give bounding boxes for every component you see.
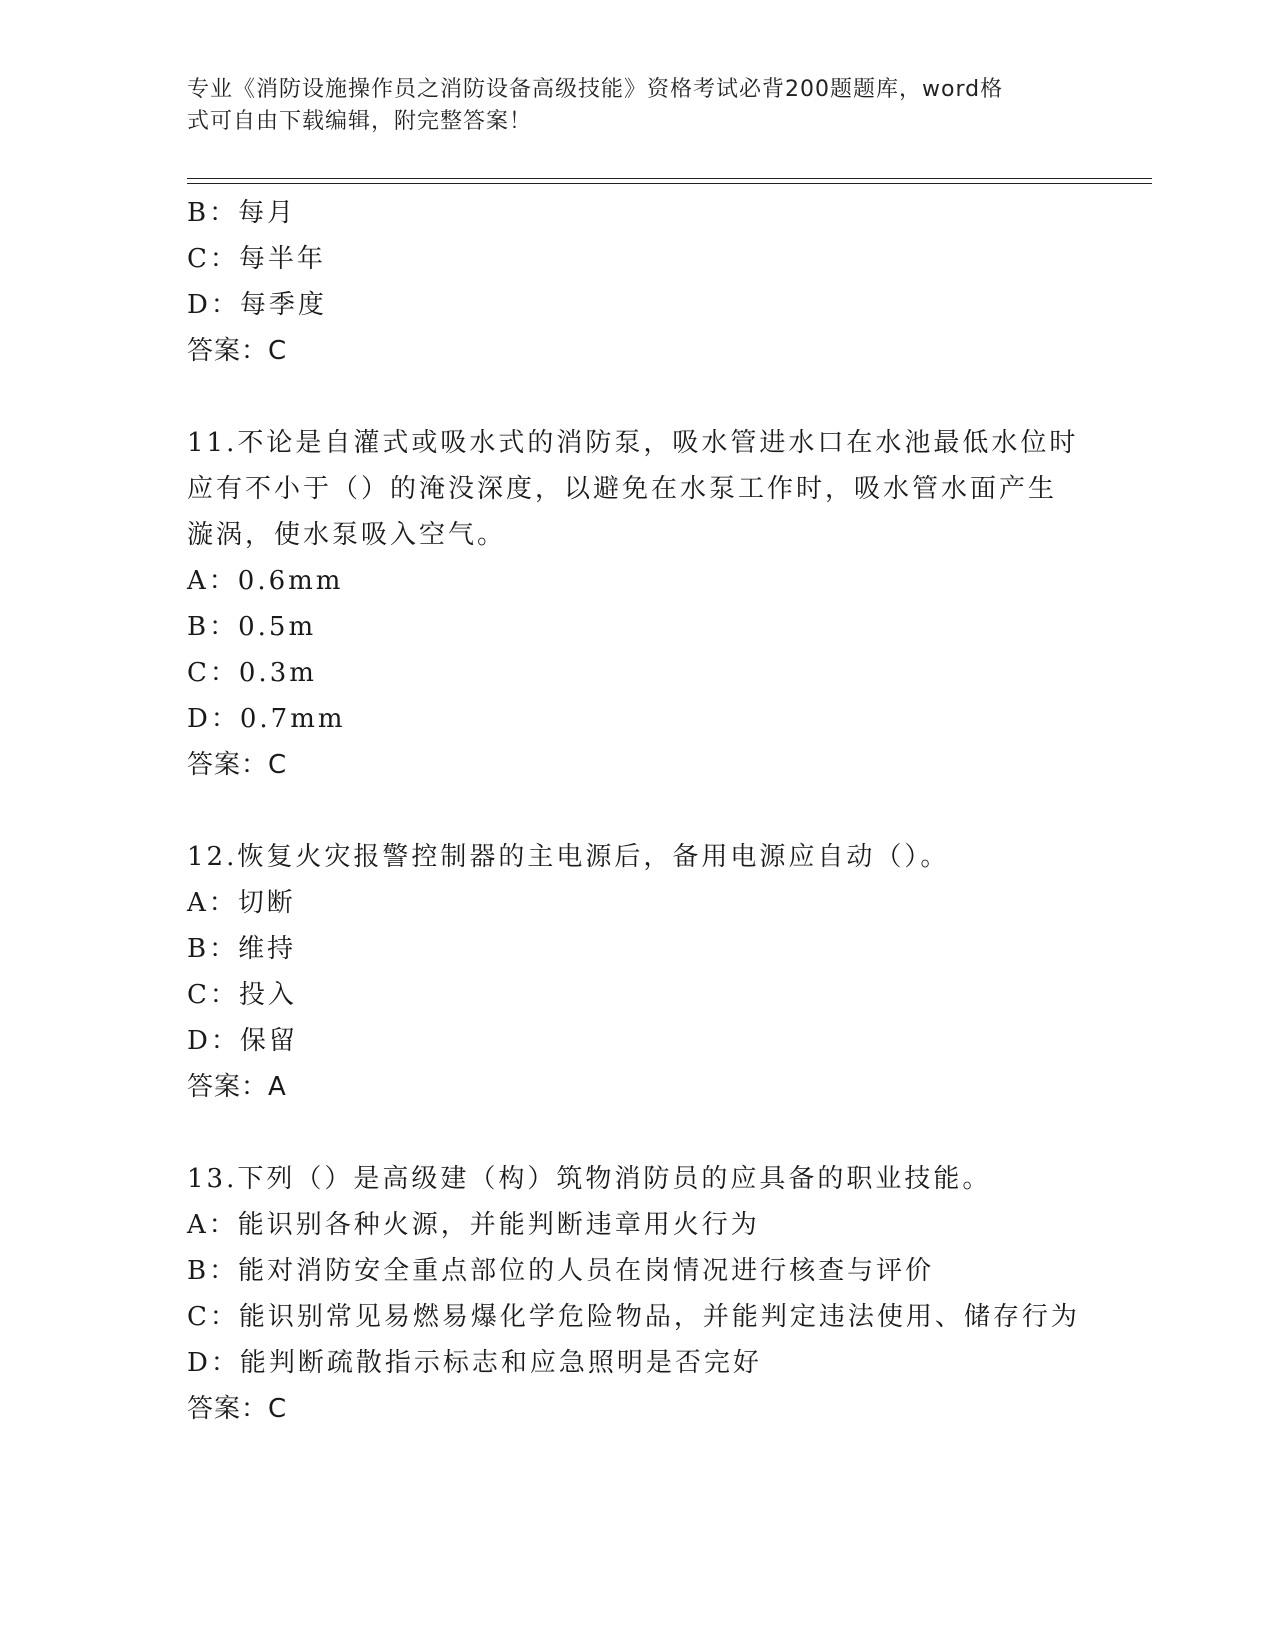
- option-d: D：能判断疏散指示标志和应急照明是否完好: [187, 1348, 762, 1378]
- option-a: A：能识别各种火源，并能判断违章用火行为: [187, 1210, 760, 1240]
- option-b: B：每月: [187, 198, 297, 228]
- answer: 答案：C: [187, 750, 288, 780]
- header-rule-bottom: [187, 183, 1152, 184]
- stem-line: 应有不小于（）的淹没深度，以避免在水泵工作时，吸水管水面产生: [187, 474, 1058, 504]
- option-d: D：每季度: [187, 290, 327, 320]
- option-c: C：0.3m: [187, 658, 317, 688]
- answer: 答案：A: [187, 1072, 287, 1102]
- question-stem: [187, 834, 1152, 880]
- stem-line: 13.下列（）是高级建（构）筑物消防员的应具备的职业技能。: [187, 1164, 992, 1194]
- question-11: [187, 420, 1152, 788]
- question-list: [187, 190, 1152, 1432]
- option-a: A：0.6mm: [187, 566, 344, 596]
- header-line-1: 专业《消防设施操作员之消防设备高级技能》资格考试必背200题题库，word格: [187, 77, 1004, 102]
- header-rule-top: [187, 178, 1152, 179]
- stem-line: 12.恢复火灾报警控制器的主电源后，备用电源应自动（）。: [187, 842, 950, 872]
- option-c: C：每半年: [187, 244, 326, 274]
- question-12: [187, 834, 1152, 1110]
- option-d: D：保留: [187, 1026, 298, 1056]
- question-stem: [187, 420, 1152, 558]
- question-13: [187, 1156, 1152, 1432]
- stem-line: 11.不论是自灌式或吸水式的消防泵，吸水管进水口在水池最低水位时: [187, 428, 1079, 458]
- option-c: C：投入: [187, 980, 297, 1010]
- option-b: B：维持: [187, 934, 297, 964]
- option-a: A：切断: [187, 888, 296, 918]
- option-d: D：0.7mm: [187, 704, 346, 734]
- header-line-2: 式可自由下载编辑，附完整答案！: [187, 109, 533, 134]
- stem-line: 漩涡，使水泵吸入空气。: [187, 520, 507, 550]
- document-header: [187, 74, 1067, 138]
- answer: 答案：C: [187, 1394, 288, 1424]
- question-stem: [187, 1156, 1152, 1202]
- option-c: C：能识别常见易燃易爆化学危险物品，并能判定违法使用、储存行为: [187, 1302, 1080, 1332]
- question-partial: [187, 190, 1152, 374]
- answer: 答案：C: [187, 336, 288, 366]
- option-b: B：能对消防安全重点部位的人员在岗情况进行核查与评价: [187, 1256, 935, 1286]
- option-b: B：0.5m: [187, 612, 317, 642]
